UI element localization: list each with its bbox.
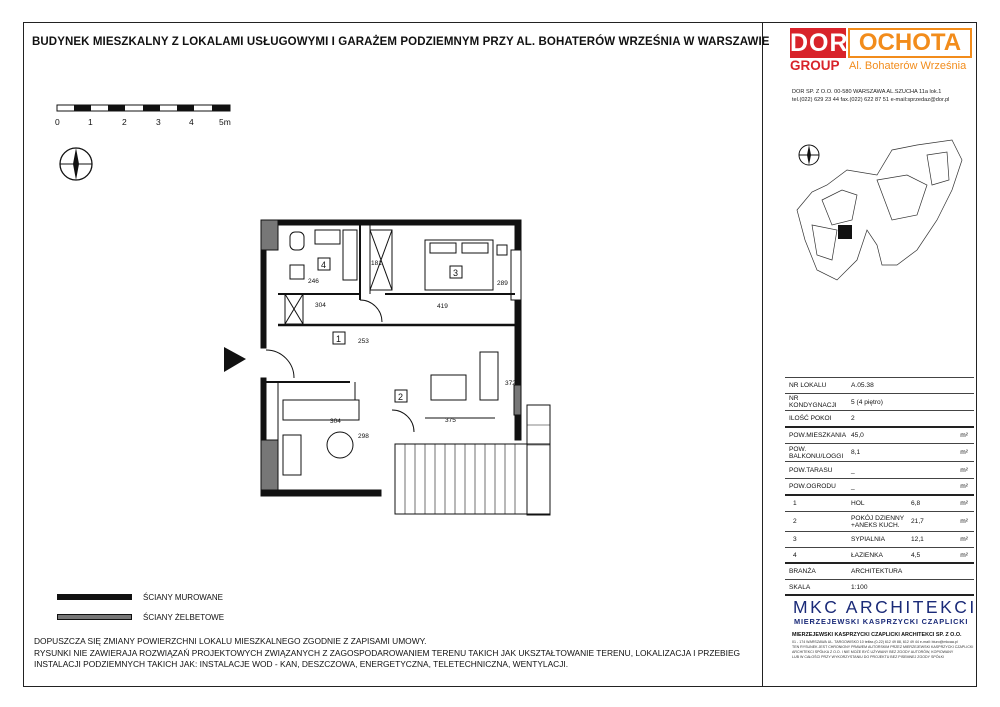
dimension-label: 289: [497, 280, 508, 287]
table-row-value: 1:100: [851, 583, 868, 591]
architect-logo: MKC ARCHITEKCI: [793, 597, 977, 617]
room-row-number: 4: [793, 551, 797, 559]
note-line-1: DOPUSZCZA SIĘ ZMIANY POWIERZCHNI LOKALU MIESZKALNEGO ZGODNIE Z ZAPISAMI UMOWY.: [34, 636, 427, 646]
room-label-1: 1: [336, 334, 342, 344]
dimension-label: 304: [315, 302, 326, 309]
legend-label-murowane: ŚCIANY MUROWANE: [143, 593, 224, 602]
north-arrow-icon: [57, 145, 97, 185]
table-row: [785, 377, 974, 394]
room-row-area: 21,7: [911, 518, 924, 525]
dor-logo: DOR: [790, 29, 849, 57]
table-row-unit: m²: [960, 449, 968, 456]
table-row-label: POW.TARASU: [789, 466, 833, 474]
fine-print-line: ARCHITEKCI SPÓŁKA Z O.O. I NIE MOŻE BYĆ UŻYWANY BEZ ZGODY AUTORÓW, KOPIOWANY: [792, 650, 954, 654]
room-row: [785, 496, 974, 512]
room-row-unit: m²: [960, 500, 968, 507]
table-row-label: POW. BALKONU/LOGGI: [789, 445, 844, 460]
scale-label-4: 4: [189, 117, 194, 127]
room-label-2: 2: [398, 392, 404, 402]
entrance-arrow-icon: [222, 345, 248, 375]
logo-subtitle: Al. Bohaterów Września: [849, 60, 967, 72]
table-row: [785, 564, 974, 580]
scale-label-5m: 5m: [219, 117, 231, 127]
dimension-label: 181: [371, 260, 382, 267]
apartment-info-table: [785, 377, 974, 596]
room-label-3: 3: [453, 268, 459, 278]
contact-line-1: DOR SP. Z O.O. 00-580 WARSZAWA AL.SZUCHA 11a lok.1: [792, 89, 942, 95]
table-row-value: A.05.38: [851, 382, 874, 389]
room-row-unit: m²: [960, 518, 968, 525]
fine-print-line: TEN RYSUNEK JEST CHRONIONY PRAWEM AUTORSKIM PRZEZ MIERZEJEWSKI KASPRZYCKI CZAPLICKI: [792, 645, 974, 649]
room-row-number: 1: [793, 500, 797, 507]
fine-print-line: LUB W CAŁOŚCI PRZY WYKORZYSTANIU DO PROJEKTU BEZ PISEMNEJ ZGODY SPÓŁKI: [792, 655, 944, 659]
table-row-value: 8,1: [851, 449, 861, 456]
scale-label-0: 0: [55, 117, 60, 127]
architect-company: MIERZEJEWSKI KASPRZYCKI CZAPLICKI ARCHITEKCI SP. Z O.O.: [792, 632, 962, 638]
table-row-label: NR KONDYGNACJI: [789, 395, 837, 409]
dimension-label: 419: [437, 303, 448, 310]
table-row-label: SKALA: [789, 583, 811, 591]
contact-info: [792, 88, 949, 104]
table-row-value: 5 (4 piętro): [851, 398, 883, 406]
note-line-3: INSTALACJI PODZIEMNYCH TAKICH JAK: INSTALACJE WOD - KAN, DESZCZOWA, ENERGETYCZNA, TELETECHNICZNA, WENTYLACJI.: [34, 659, 569, 670]
legend-swatch-murowane: [57, 594, 132, 600]
table-row-label: POW.OGRODU: [789, 483, 836, 490]
dimension-label: 304: [330, 418, 341, 425]
scale-label-1: 1: [88, 117, 93, 127]
room-row-number: 3: [793, 536, 797, 543]
table-row-value: ARCHITEKTURA: [851, 568, 903, 575]
table-row: [785, 580, 974, 596]
legend-label-zelbetowe: ŚCIANY ŻELBETOWE: [143, 613, 225, 622]
table-row-unit: m²: [960, 466, 968, 474]
table-row: [785, 479, 974, 496]
table-row-label: BRANŻA: [789, 568, 816, 575]
table-row-label: POW.MIESZKANIA: [789, 432, 847, 439]
table-row: [785, 411, 974, 428]
disclaimer-note: [34, 636, 740, 671]
room-row-name: SYPIALNIA: [851, 536, 886, 543]
table-row-value: _: [851, 483, 855, 490]
dimension-label: 246: [308, 278, 319, 285]
ochota-logo: OCHOTA: [848, 28, 972, 58]
table-row-unit: m²: [960, 432, 968, 439]
note-line-2: RYSUNKI NIE ZAWIERAJA ROZWIĄZAŃ PROJEKTOWYCH ZWIĄZANYCH Z ZAGOSPODAROWANIEM TERENU TAKICH JAK UKSZTAŁTOWANIE TERENU, LOKALIZACJA I PRZEBIEG: [34, 647, 741, 658]
room-row-area: 12,1: [911, 536, 924, 543]
table-row-value: _: [851, 466, 855, 474]
dimension-label: 253: [358, 338, 369, 345]
scale-bar: [0, 0, 300, 200]
project-title: BUDYNEK MIESZKALNY Z LOKALAMI USŁUGOWYMI I GARAŻEM PODZIEMNYM PRZY AL. BOHATERÓW WRZEŚNIA W WARSZAWIE: [32, 36, 770, 48]
table-row-value: 2: [851, 415, 855, 422]
table-row: [785, 462, 974, 479]
table-row: [785, 444, 974, 462]
architect-subtitle: MIERZEJEWSKI KASPRZYCKI CZAPLICKI: [794, 617, 969, 626]
room-row-unit: m²: [960, 536, 968, 543]
table-row-unit: m²: [960, 483, 968, 490]
fine-print-line: 01 - 174 WARSZAWA UL. TARGOWISKO 10 telfax.(0-22) 612 49 88, 612 49 44 e-mail: biuro@mkcaa.pl: [792, 640, 958, 644]
room-row: [785, 532, 974, 548]
room-label-4: 4: [321, 260, 327, 270]
dimension-label: 372: [505, 380, 516, 387]
room-row: [785, 548, 974, 564]
scale-label-3: 3: [156, 117, 161, 127]
table-row: [785, 394, 974, 411]
room-row: [785, 512, 974, 532]
table-row-label: ILOŚĆ POKOI: [789, 415, 832, 422]
frame-divider: [762, 22, 763, 687]
table-row-label: NR LOKALU: [789, 382, 827, 389]
dimension-label: 375: [445, 417, 456, 424]
dimension-label: 298: [358, 433, 369, 440]
room-row-name: ŁAZIENKA: [851, 551, 883, 559]
room-row-name: POKÓJ DZIENNY +ANEKS KUCH.: [851, 514, 905, 529]
scale-label-2: 2: [122, 117, 127, 127]
table-row-value: 45,0: [851, 432, 864, 439]
room-row-area: 4,5: [911, 551, 921, 559]
room-row-name: HOL: [851, 500, 865, 507]
room-row-area: 6,8: [911, 500, 921, 507]
architect-fine-print: [792, 640, 973, 660]
floor-plan: [215, 210, 575, 520]
group-logo: GROUP: [790, 58, 840, 73]
key-plan: [787, 130, 972, 290]
contact-line-2: tel.(022) 629 23 44 fax.(022) 622 87 51 e-mail:sprzedaz@dor.pl: [792, 97, 950, 103]
table-row: [785, 428, 974, 444]
legend-swatch-zelbetowe: [57, 614, 132, 620]
room-row-number: 2: [793, 518, 797, 525]
room-row-unit: m²: [960, 551, 968, 559]
